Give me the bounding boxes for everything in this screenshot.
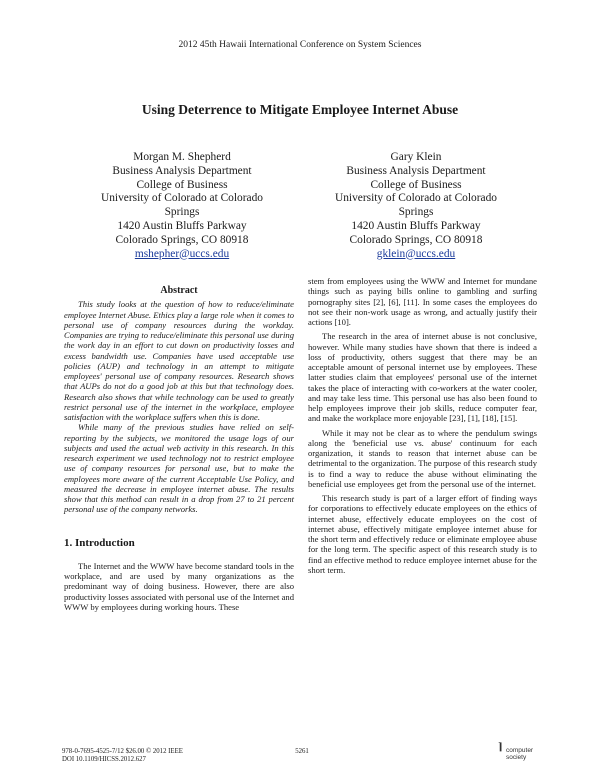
paper-title: Using Deterrence to Mitigate Employee Internet Abuse (141, 102, 459, 117)
author-university: University of Colorado at Colorado (101, 192, 263, 205)
abstract-heading: Abstract (160, 285, 198, 296)
author-street: 1420 Austin Bluffs Parkway (351, 219, 481, 232)
author-email-link[interactable]: gklein@uccs.edu (376, 247, 456, 260)
author-university: University of Colorado at Colorado (335, 192, 497, 205)
conference-header: 2012 45th Hawaii International Conference on System Sciences (178, 40, 422, 50)
author-college: College of Business (136, 178, 228, 191)
author-campus: Springs (164, 206, 200, 219)
right-column (308, 276, 537, 575)
author-college: College of Business (370, 178, 462, 191)
computer-society-logo-icon: ⌉ (498, 742, 503, 753)
body-paragraph: While it may not be clear as to where the pendulum swings along the 'beneficial use vs. abuse' continuum for each organization, it stands to reason that internet abuse can be detrimental to the organization. The purpose of this research study is to find a way to reduce the abuse without eliminating the beneficial use employees get from the personal use of the internet. (308, 427, 537, 489)
author-email-link[interactable]: mshepher@uccs.edu (134, 247, 230, 260)
author-department: Business Analysis Department (112, 164, 252, 177)
author-block-1 (72, 151, 292, 261)
footer-isbn: 978-0-7695-4525-7/12 $26.00 © 2012 IEEE (62, 748, 183, 755)
author-campus: Springs (398, 206, 434, 219)
left-column (64, 286, 294, 612)
author-name: Gary Klein (390, 151, 442, 163)
introduction-paragraph: The Internet and the WWW have become standard tools in the workplace, and are used by many organizations as the predominant way of doing business. However, there are also productivity losses associated with personal use of the Internet and WWW by employees during working hours. These (64, 560, 294, 612)
body-paragraph: stem from employees using the WWW and Internet for mundane things such as paying bills online to gambling and surfing pornography sites [2], [6], [11]. In some cases the employees do not see their non-work usage as wrong, and actually justify their actions [10]. (308, 276, 537, 327)
footer-doi: DOI 10.1109/HICSS.2012.627 (62, 756, 146, 763)
section-heading-introduction: 1. Introduction (64, 536, 135, 549)
abstract-paragraph: While many of the previous studies have relied on self-reporting by the subjects, we monitored the usage logs of our subjects and used the actual web activity in this research. In this research experiment we used technology not to restrict employee use of company resources for personal use, but to make the employees more aware of the current Acceptable Use Policy, and measured the decrease in employee internet abuse. The results show that this method can result in a drop from 27 to 21 percent personal use of the company networks. (64, 422, 294, 515)
author-name: Morgan M. Shepherd (133, 151, 231, 163)
author-street: 1420 Austin Bluffs Parkway (117, 219, 247, 232)
computer-society-logo (496, 742, 546, 764)
body-paragraph: The research in the area of internet abuse is not conclusive, however. While many studies have shown that there is indeed a loss of productivity, others suggest that there may be an acceptable amount of personal internet use by employees. These latter studies claim that employees' personal use of the internet takes the place of interacting with co-workers at the water cooler, and may take less time. This personal use has also been found to help employees improve their job skills, reduce computer fear, and make the workplace more enjoyable [23], [1], [18], [15]. (308, 331, 537, 424)
body-paragraph: This research study is part of a larger effort of finding ways for corporations to effectively educate employees on the ethics of internet abuse, effectively educate employees on the cost of internet abuse, effectively mitigate employee internet abuse for the short term and effectively reduce or eliminate employee abuse for the long term. The specific aspect of this research study is to find an effective method to reduce employee internet abuse for the short term. (308, 493, 537, 575)
author-department: Business Analysis Department (346, 164, 486, 177)
author-city: Colorado Springs, CO 80918 (115, 233, 249, 246)
author-block-2 (306, 151, 526, 261)
abstract-paragraph: This study looks at the question of how to reduce/eliminate employee Internet Abuse. Ethics play a large role when it comes to personal use of company resources during the workday. Companies are trying to reduce/eliminate this personal use during the work day in an effort to cut down on productivity losses and excess bandwidth use. Companies have used acceptable use policies (AUP) and technology in an attempt to mitigate employees' personal use of company resources. Research shows that AUPs do not do a good job at this but that technology does. Research also shows that while technology can be used to greatly restrict personal use of the internet in the workplace, employee satisfaction with the workplace suffers when this is done. (64, 299, 294, 422)
author-city: Colorado Springs, CO 80918 (349, 233, 483, 246)
footer-publication-info (62, 748, 262, 764)
logo-line-computer: computer (506, 747, 534, 754)
page-number: 5261 (295, 748, 309, 755)
logo-line-society: society (506, 753, 527, 761)
